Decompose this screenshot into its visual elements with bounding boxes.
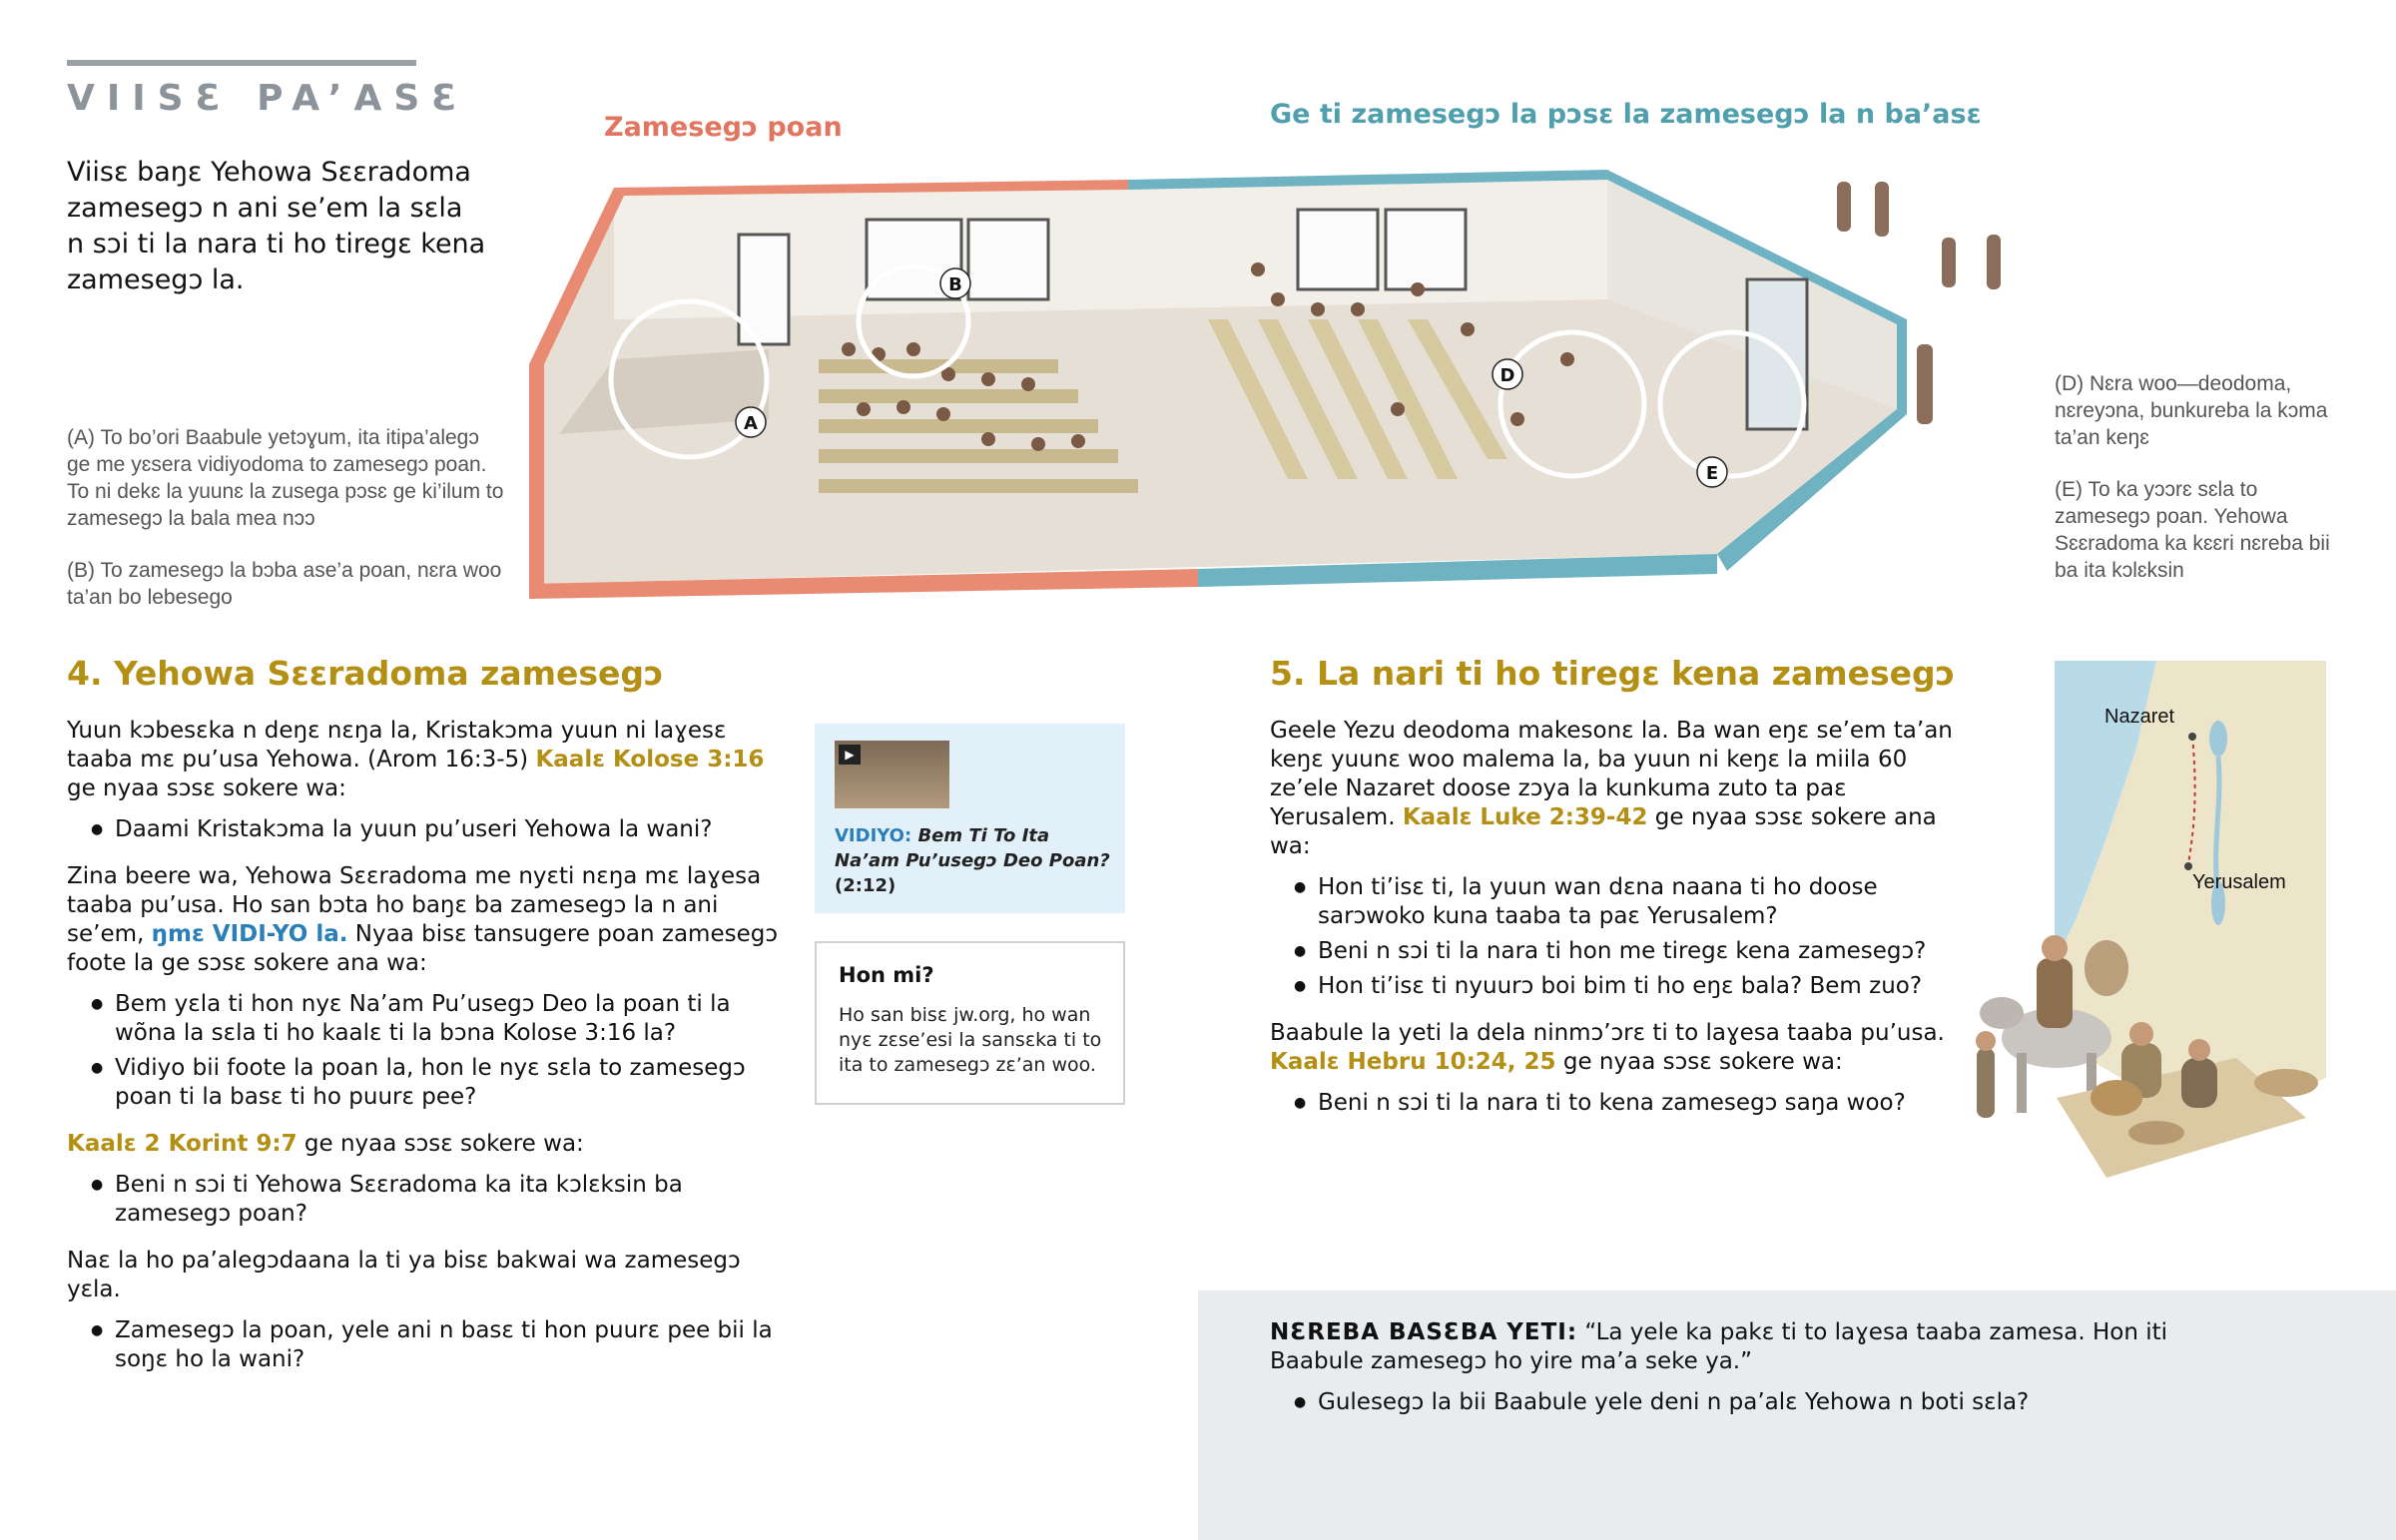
play-icon[interactable]: ▶	[839, 745, 861, 765]
question-list	[1270, 1388, 2168, 1417]
section-5-paragraph-2	[1270, 1019, 1969, 1077]
question-list	[67, 990, 786, 1112]
scripture-reference[interactable]: Kaalɛ Kolose 3:16	[535, 747, 765, 772]
section-4-body	[67, 717, 786, 1380]
marker-b-label: B	[948, 274, 962, 295]
video-label: VIDIYO:	[835, 825, 912, 846]
question-item: ● Bem yɛla ti hon nyɛ Na’am Pu’usegɔ Deo la poan ti la wõna la sɛla ti ho kaalɛ ti la bɔna Kolose 3:16 la?	[115, 990, 786, 1048]
video-box[interactable]	[815, 724, 1125, 913]
grey-panel-quote-text: “La yele ka pakɛ ti to laɣesa taaba zamesa. Hon iti Baabule zamesegɔ ho yire ma’a seke ya.”	[1270, 1319, 2168, 1374]
info-box	[815, 941, 1125, 1105]
map-city-yerusalem: Yerusalem	[2192, 871, 2286, 893]
section-5-p2-text: Baabule la yeti la dela ninmɔ’ɔrɛ ti to laɣesa taaba pu’usa.	[1270, 1020, 1945, 1046]
section-4-paragraph-3	[67, 1130, 786, 1159]
question-list	[67, 815, 786, 844]
video-link[interactable]: ŋmɛ VIDI-YO la.	[151, 921, 348, 947]
map-city-nazaret: Nazaret	[2104, 706, 2175, 728]
grey-panel-content	[1270, 1318, 2168, 1423]
section-4-paragraph-2	[67, 862, 786, 978]
video-duration: (2:12)	[835, 875, 897, 896]
marker-e-label: E	[1705, 463, 1719, 484]
video-caption	[835, 823, 1114, 898]
marker-b	[940, 268, 970, 298]
video-thumbnail[interactable]	[835, 741, 949, 808]
caption-d: (D) Nɛra woo—deodoma, nɛreyɔna, bunkureba la kɔma ta’an keŋɛ	[2055, 372, 2328, 449]
question-item: ● Zamesegɔ la poan, yele ani n basɛ ti hon puurɛ pee bii la soŋɛ ho la wani?	[115, 1316, 786, 1374]
marker-a	[736, 407, 766, 437]
grey-panel-quote	[1270, 1318, 2168, 1376]
section-4-paragraph-4: Naɛ la ho pa’alegɔdaana la ti ya bisɛ bakwai wa zamesegɔ yɛla.	[67, 1248, 741, 1302]
caption-a: (A) To bo’ori Baabule yetɔɣum, ita itipa’alegɔ ge me yɛsera vidiyodoma to zamesegɔ poan. To ni dekɛ la yuunɛ la zusega pɔsɛ ge ki’ilum to zamesegɔ la bala mea nɔɔ	[67, 426, 504, 530]
scripture-reference[interactable]: Kaalɛ 2 Korint 9:7	[67, 1131, 298, 1157]
question-item: ● Gulesegɔ la bii Baabule yele deni n pa’alɛ Yehowa n boti sɛla?	[1318, 1388, 2168, 1417]
section-5-p1-text: Geele Yezu deodoma makesonɛ la. Ba wan eŋɛ se’em ta’an keŋɛ yuunɛ woo malema la, ba yuun ni keŋɛ la miila 60 ze’ele Nazaret doose zɔya la kunkuma zuto ta paɛ Yerusalem.	[1270, 718, 1953, 830]
section-4-heading: 4. Yehowa Sɛɛradoma zamesegɔ	[67, 654, 664, 693]
section-4-p2-tail: Nyaa bisɛ tansugere poan zamesegɔ foote la ge sɔsɛ sokere ana wa:	[67, 921, 778, 976]
illustration-label-right: Ge ti zamesegɔ la pɔsɛ la zamesegɔ la n ba’asɛ	[1270, 99, 1982, 130]
video-title[interactable]: Bem Ti To Ita Na’am Pu’usegɔ Deo Poan?	[835, 825, 1110, 871]
section-5-paragraph-1	[1270, 717, 1969, 861]
marker-d	[1493, 359, 1522, 389]
question-item: ● Vidiyo bii foote la poan la, hon le nyɛ sɛla to zamesegɔ poan ti la basɛ ti ho puurɛ pee?	[115, 1054, 786, 1112]
question-item: ● Beni n sɔi ti la nara ti hon me tiregɛ kena zamesegɔ?	[1318, 937, 1969, 966]
marker-e	[1697, 457, 1727, 487]
question-item: ● Beni n sɔi ti la nara ti to kena zamesegɔ saŋa woo?	[1318, 1089, 1969, 1118]
section-5-p1-tail: ge nyaa sɔsɛ sokere ana wa:	[1270, 804, 1937, 859]
marker-d-label: D	[1499, 365, 1515, 386]
section-4-p1-tail: ge nyaa sɔsɛ sokere wa:	[67, 775, 346, 801]
info-box-title: Hon mi?	[839, 963, 934, 987]
question-item: ● Hon ti’isɛ ti nyuurɔ boi bim ti ho eŋɛ bala? Bem zuo?	[1318, 972, 1969, 1001]
section-4-p3-tail: ge nyaa sɔsɛ sokere wa:	[297, 1131, 584, 1157]
section-5-heading: 5. La nari ti ho tiregɛ kena zamesegɔ	[1270, 654, 1956, 693]
intro-text: Viisɛ baŋɛ Yehowa Sɛɛradoma zamesegɔ n ani se’em la sɛla n sɔi ti la nara ti ho tiregɛ kena zamesegɔ la.	[67, 157, 486, 295]
question-item: ● Hon ti’isɛ ti, la yuun wan dɛna naana ti ho doose sarɔwoko kuna taaba ta paɛ Yerusalem?	[1318, 873, 1969, 931]
caption-e: (E) To ka yɔɔrɛ sɛla to zamesegɔ poan. Yehowa Sɛɛradoma ka kɛɛri nɛreba bii ba ita kɔlɛksin	[2055, 478, 2330, 582]
question-item: ● Daami Kristakɔma la yuun pu’useri Yehowa la wani?	[115, 815, 786, 844]
info-box-text: Ho san bisɛ jw.org, ho wan nyɛ zɛse’esi la sansɛka ti to ita to zamesegɔ zɛ’an woo.	[839, 1004, 1102, 1076]
question-list	[1270, 1089, 1969, 1118]
question-list	[67, 1171, 786, 1229]
section-4-p2-text: Zina beere wa, Yehowa Sɛɛradoma me nyɛti nɛŋa mɛ laɣesa taaba pu’usa. Ho san bɔta ho baŋɛ ba zamesegɔ la n ani se’em,	[67, 863, 762, 947]
caption-b: (B) To zamesegɔ la bɔba ase’a poan, nɛra woo ta’an bo lebesego	[67, 559, 502, 609]
section-5-p2-tail: ge nyaa sɔsɛ sokere wa:	[1555, 1049, 1843, 1075]
scripture-reference[interactable]: Kaalɛ Luke 2:39-42	[1402, 804, 1648, 830]
grey-panel-lead: NƐREBA BASƐBA YETI:	[1270, 1319, 1578, 1345]
scripture-reference[interactable]: Kaalɛ Hebru 10:24, 25	[1270, 1049, 1556, 1075]
top-rule	[67, 60, 416, 66]
question-list	[1270, 873, 1969, 1001]
section-5-body	[1270, 717, 1969, 1124]
kingdom-hall-illustration	[519, 160, 2017, 599]
illustration-label-left: Zamesegɔ poan	[604, 112, 843, 143]
section-4-paragraph-1	[67, 717, 786, 803]
journey-map-illustration	[1907, 659, 2326, 1228]
question-item: ● Beni n sɔi ti Yehowa Sɛɛradoma ka ita kɔlɛksin ba zamesegɔ poan?	[115, 1171, 786, 1229]
question-list	[67, 1316, 786, 1374]
marker-a-label: A	[744, 413, 758, 434]
section-4-p1-text: Yuun kɔbesɛka n deŋɛ nɛŋa la, Kristakɔma yuun ni laɣesɛ taaba mɛ pu’usa Yehowa. (Arom 16:3-5)	[67, 718, 727, 772]
section-label: VIISƐ PA’ASƐ	[67, 78, 469, 119]
